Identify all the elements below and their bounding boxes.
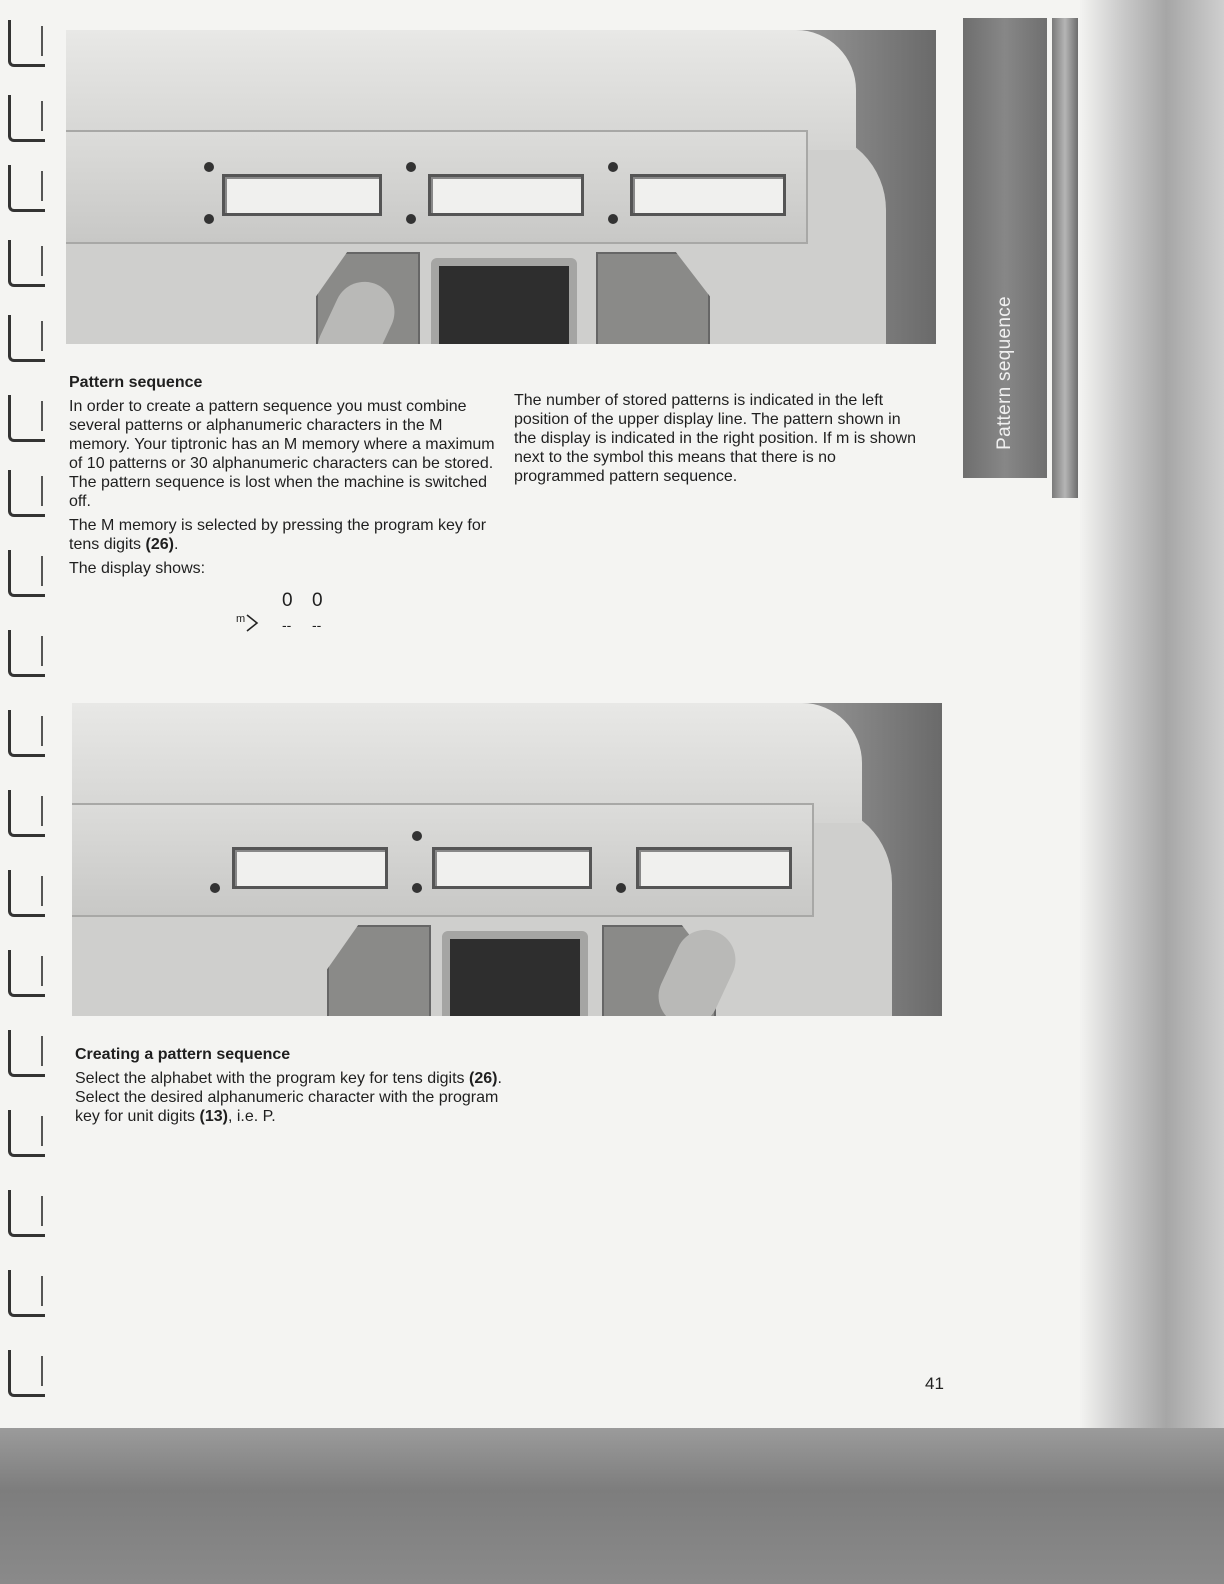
binding-ring — [8, 1350, 45, 1397]
svg-text:m: m — [236, 613, 246, 625]
binding-ring — [8, 950, 45, 997]
binding-ring — [8, 95, 45, 142]
binding-ring — [8, 1190, 45, 1237]
section-creating-pattern-sequence — [75, 1045, 505, 1131]
page-number: 41 — [925, 1374, 944, 1393]
binding-ring — [8, 1270, 45, 1317]
memory-m-icon — [235, 611, 265, 635]
lcd-display — [442, 931, 588, 1016]
binding-ring — [8, 1030, 45, 1077]
scan-bottom-shadow — [0, 1428, 1224, 1584]
page-curl-shadow — [1080, 0, 1224, 1440]
section-tab — [963, 18, 1047, 478]
paragraph-m-memory: The M memory is selected by pressing the program key for tens digits (26). — [69, 517, 487, 553]
display-dashes: -- -- — [282, 617, 322, 633]
heading-pattern-sequence: Pattern sequence — [69, 374, 203, 391]
section-tab-label: Pattern sequence — [994, 296, 1015, 450]
key-ref-13: (13) — [199, 1108, 228, 1125]
binding-ring — [8, 790, 45, 837]
binding-ring — [8, 1110, 45, 1157]
binding-ring — [8, 550, 45, 597]
paragraph-select-alphabet: Select the alphabet with the program key for tens digits (26). Select the desired alphanumeric character with the program key for unit digits (13), i.e. P. — [75, 1070, 502, 1125]
paragraph-stored-patterns: The number of stored patterns is indicated in the left position of the upper display line. The pattern shown in the display is indicated in the right position. If m is shown next to the symbol this means that there is no programmed pattern sequence. — [514, 392, 916, 485]
photo-select-character — [72, 703, 942, 1016]
lcd-display — [431, 258, 577, 344]
binding-ring — [8, 710, 45, 757]
binding-ring — [8, 165, 45, 212]
binding-ring — [8, 470, 45, 517]
page-edge — [1052, 18, 1078, 498]
control-panel — [72, 803, 814, 917]
binding-ring — [8, 240, 45, 287]
heading-creating-pattern-sequence: Creating a pattern sequence — [75, 1046, 291, 1063]
key-ref-26: (26) — [145, 536, 174, 553]
key-ref-26: (26) — [469, 1070, 498, 1087]
binding-ring — [8, 315, 45, 362]
binding-ring — [8, 870, 45, 917]
display-digits: 0 0 — [282, 590, 323, 611]
paragraph-intro: In order to create a pattern sequence you must combine several patterns or alphanumeric characters in the M memory. Your tiptronic has an M memory where a maximum of 10 patterns or 30 alphanumeric characters can be stored. The pattern sequence is lost when the machine is switched off. — [69, 398, 495, 510]
binding-ring — [8, 395, 45, 442]
paragraph-display-shows: The display shows: — [69, 560, 206, 577]
photo-select-m-memory — [66, 30, 936, 344]
binding-ring — [8, 20, 45, 67]
spiral-binding — [0, 0, 70, 1440]
section-pattern-sequence — [69, 373, 499, 583]
control-panel — [66, 130, 808, 244]
binding-ring — [8, 630, 45, 677]
